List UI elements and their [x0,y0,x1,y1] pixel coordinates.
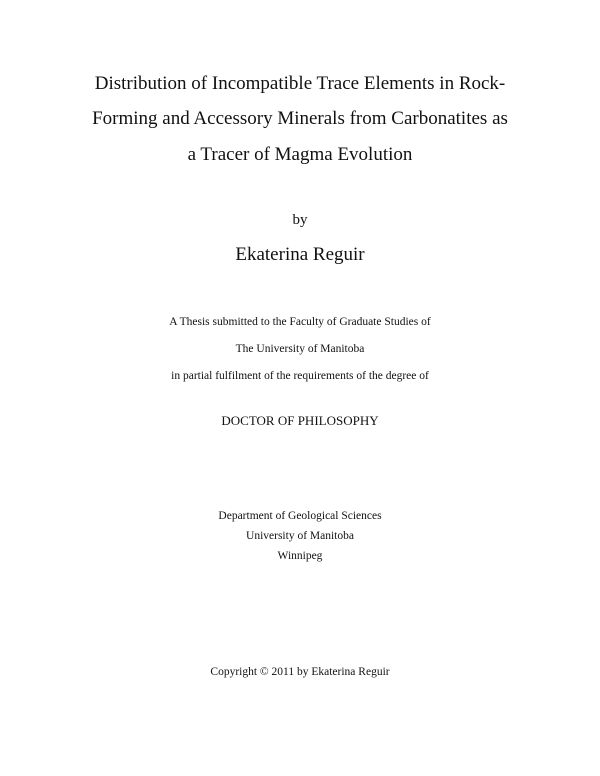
copyright-notice: Copyright © 2011 by Ekaterina Reguir [210,666,390,678]
thesis-title-line-1: Distribution of Incompatible Trace Elements in Rock- [94,73,506,94]
department-line-3: Winnipeg [277,550,323,562]
submission-line-3: in partial fulfilment of the requirements of the degree of [171,370,429,382]
department-line-1: Department of Geological Sciences [218,510,382,522]
submission-line-2: The University of Manitoba [235,343,365,355]
department-line-2: University of Manitoba [246,530,354,542]
submission-line-1: A Thesis submitted to the Faculty of Graduate Studies of [169,316,431,328]
thesis-title-line-3: a Tracer of Magma Evolution [187,144,413,165]
author-name: Ekaterina Reguir [235,244,365,265]
thesis-title-line-2: Forming and Accessory Minerals from Carbonatites as [92,108,508,129]
by-label: by [292,212,308,228]
degree-name: DOCTOR OF PHILOSOPHY [221,413,379,428]
